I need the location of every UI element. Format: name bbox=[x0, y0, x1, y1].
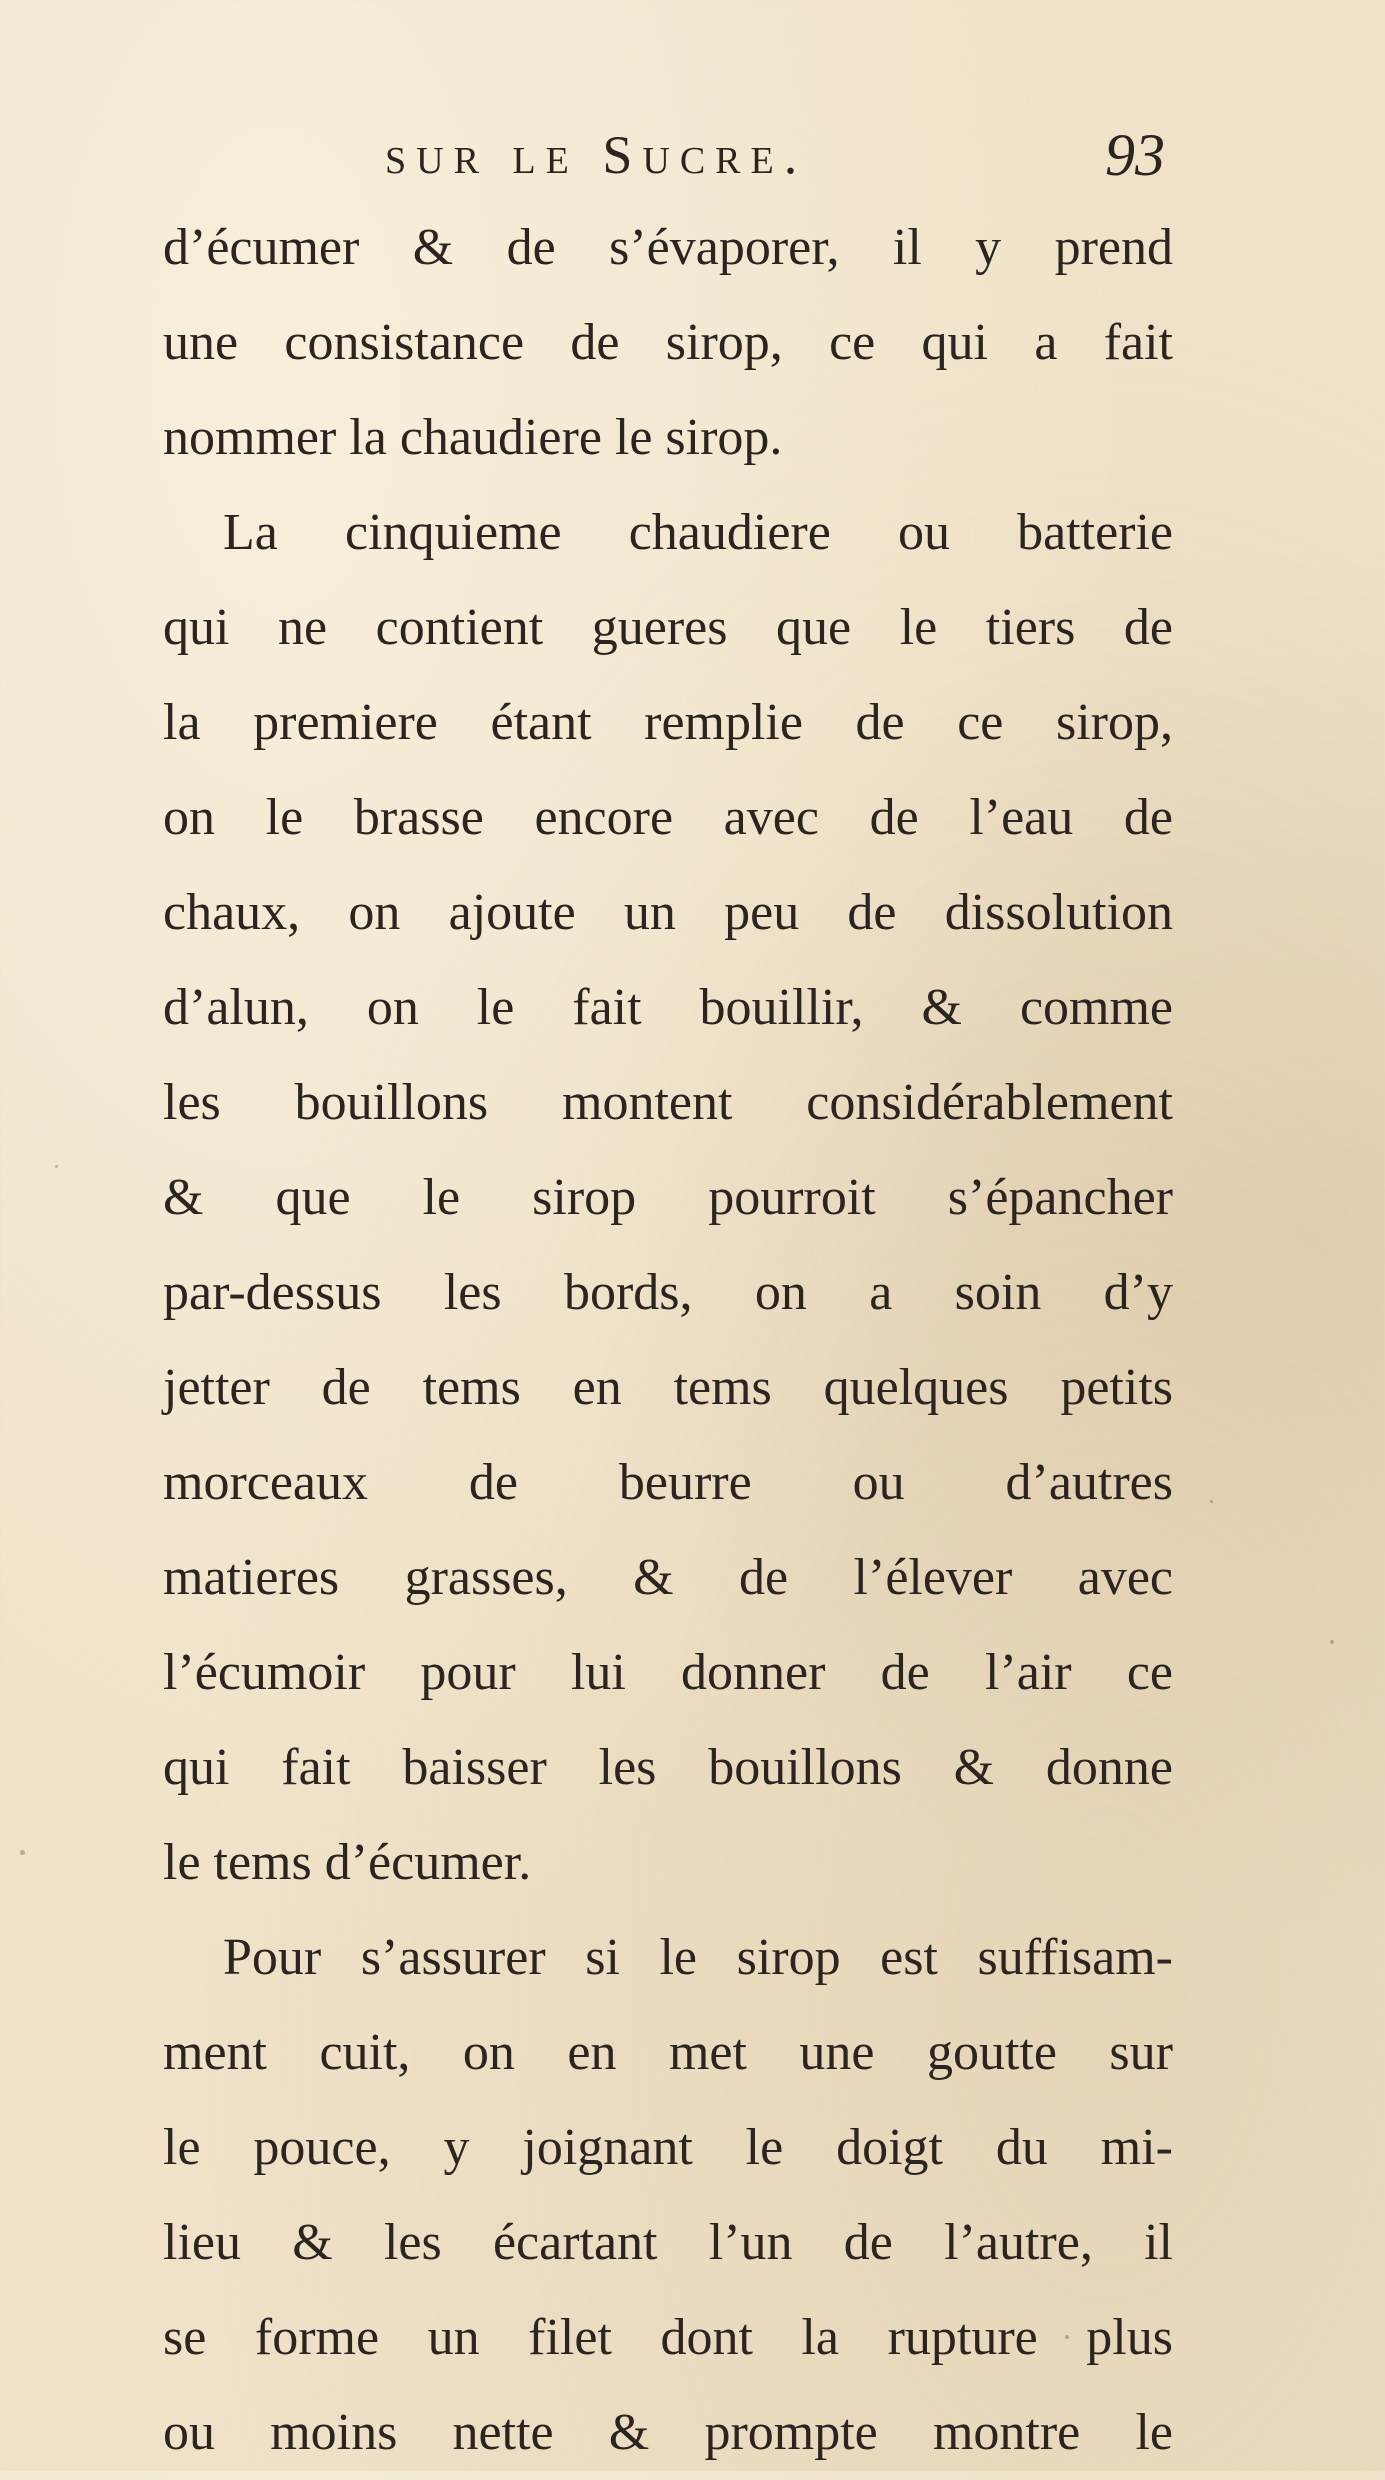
text-line: ou moins nette & prompte montre le bbox=[163, 2404, 1173, 2461]
text-line: la premiere étant remplie de ce sirop, bbox=[163, 694, 1173, 751]
paper-speck bbox=[20, 1850, 25, 1855]
text-line: d’alun, on le fait bouillir, & comme bbox=[163, 979, 1173, 1036]
text-line: qui ne contient gueres que le tiers de bbox=[163, 599, 1173, 656]
text-line: les bouillons montent considérablement bbox=[163, 1074, 1173, 1131]
text-line: par-dessus les bords, on a soin d’y bbox=[163, 1264, 1173, 1321]
text-line: se forme un filet dont la rupture plus bbox=[163, 2309, 1173, 2366]
paper-speck bbox=[1065, 2335, 1069, 2339]
text-line: jetter de tems en tems quelques petits bbox=[163, 1359, 1173, 1416]
paragraph-start-line: La cinquieme chaudiere ou batterie bbox=[223, 504, 1173, 561]
text-line: on le brasse encore avec de l’eau de bbox=[163, 789, 1173, 846]
text-line: nommer la chaudiere le sirop. bbox=[163, 409, 783, 466]
text-line: ment cuit, on en met une goutte sur bbox=[163, 2024, 1173, 2081]
paper-speck bbox=[1210, 1500, 1213, 1503]
body-text bbox=[163, 200, 1173, 2480]
running-head bbox=[165, 115, 1165, 195]
text-line: lieu & les écartant l’un de l’autre, il bbox=[163, 2214, 1173, 2271]
text-line: d’écumer & de s’évaporer, il y prend bbox=[163, 219, 1173, 276]
text-line: le tems d’écumer. bbox=[163, 1834, 532, 1891]
text-line: l’écumoir pour lui donner de l’air ce bbox=[163, 1644, 1173, 1701]
paper-speck bbox=[380, 2425, 383, 2428]
paper-speck bbox=[1330, 1640, 1334, 1644]
text-line: qui fait baisser les bouillons & donne bbox=[163, 1739, 1173, 1796]
paper-speck bbox=[55, 1165, 58, 1168]
text-line: chaux, on ajoute un peu de dissolution bbox=[163, 884, 1173, 941]
page-number: 93 bbox=[1105, 122, 1165, 188]
paragraph-start-line: Pour s’assurer si le sirop est suffisam- bbox=[223, 1929, 1173, 1986]
text-line: le pouce, y joignant le doigt du mi- bbox=[163, 2119, 1173, 2176]
text-line: & que le sirop pourroit s’épancher bbox=[163, 1169, 1173, 1226]
text-line: morceaux de beurre ou d’autres bbox=[163, 1454, 1173, 1511]
text-line: une consistance de sirop, ce qui a fait bbox=[163, 314, 1173, 371]
text-line: matieres grasses, & de l’élever avec bbox=[163, 1549, 1173, 1606]
running-title: sur le Sucre. bbox=[385, 125, 808, 185]
